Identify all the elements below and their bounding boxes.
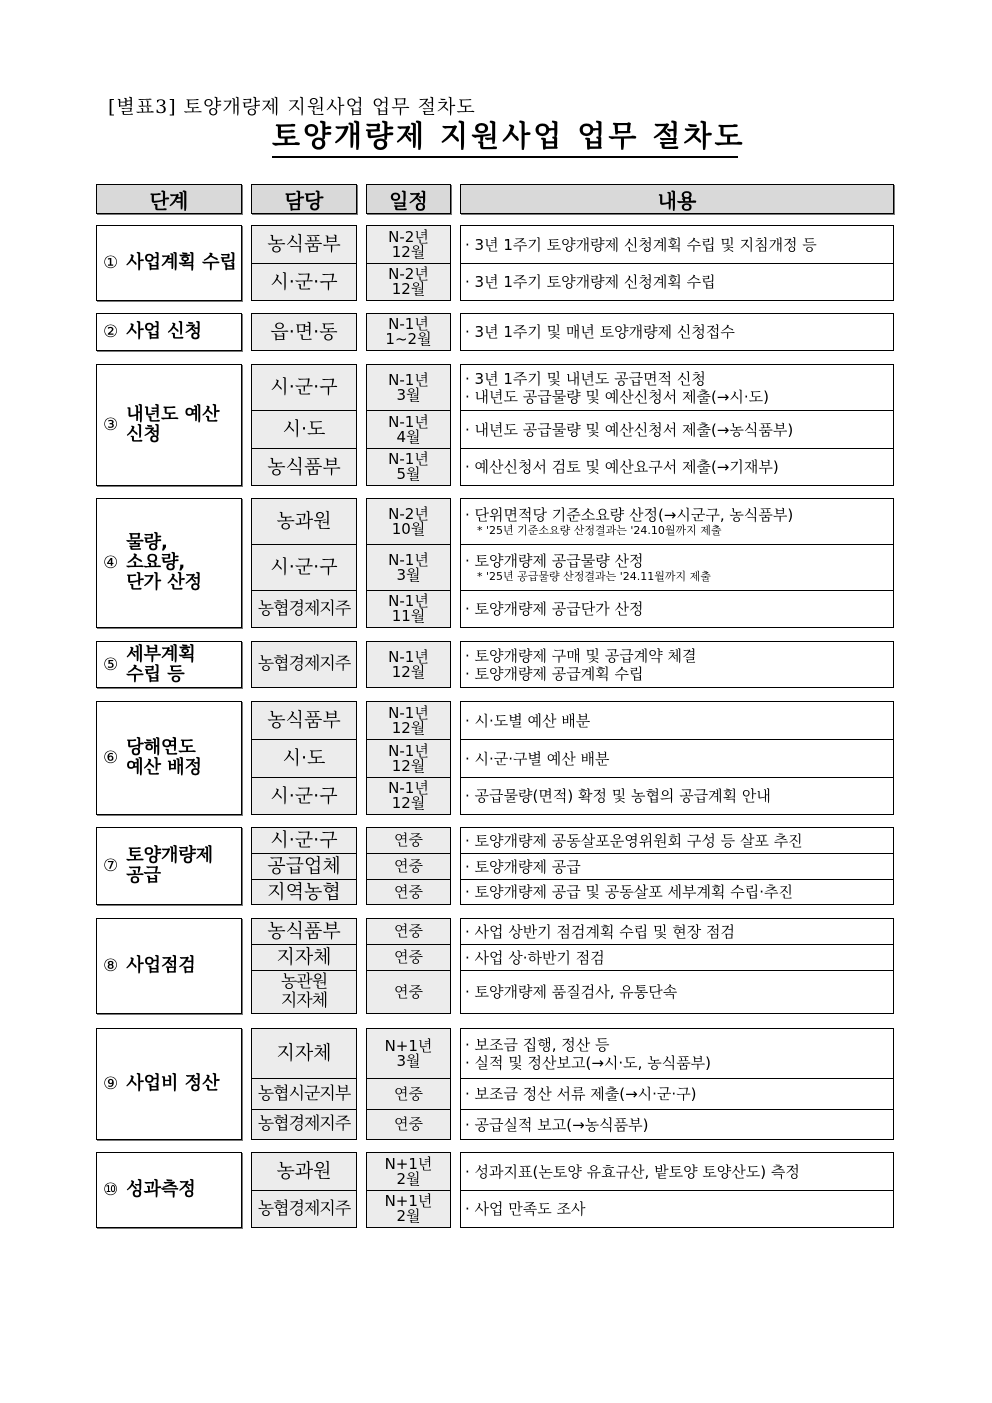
content-line: · 내년도 공급물량 및 예산신청서 제출(→농식품부) <box>465 420 794 439</box>
schedule-cell: N+1년 2월 <box>366 1152 451 1191</box>
content-cell <box>460 641 894 688</box>
stage-title: 내년도 예산 신청 <box>126 404 220 445</box>
responsible-cell: 읍·면·동 <box>251 313 357 351</box>
stage-group <box>96 313 894 351</box>
schedule-cell: N-1년 1~2월 <box>366 313 451 351</box>
stage-group <box>96 641 894 688</box>
schedule-cell: N-1년 12월 <box>366 641 451 688</box>
responsible-cell: 농협경제지주 <box>251 641 357 688</box>
content-line: · 내년도 공급물량 및 예산신청서 제출(→시·도) <box>465 387 769 406</box>
stage-title: 사업비 정산 <box>126 1073 220 1094</box>
responsible-cell: 농식품부 <box>251 225 357 264</box>
content-line: · 토양개량제 공급 및 공동살포 세부계획 수립·추진 <box>465 883 793 901</box>
responsible-cell: 시·군·구 <box>251 827 357 854</box>
content-line: · 3년 1주기 및 내년도 공급면적 신청 <box>465 369 706 388</box>
content-line: · 사업 상반기 점검계획 수립 및 현장 점검 <box>465 922 735 941</box>
content-cell <box>460 364 894 411</box>
stage-title: 사업계획 수립 <box>126 252 237 273</box>
content-cell <box>460 544 894 591</box>
content-cell <box>460 777 894 815</box>
schedule-cell: N+1년 2월 <box>366 1190 451 1228</box>
responsible-cell: 농식품부 <box>251 701 357 740</box>
schedule-cell: N-1년 3월 <box>366 364 451 411</box>
content-line: · 3년 1주기 토양개량제 신청계획 수립 <box>465 273 716 291</box>
content-line: · 시·군·구별 예산 배분 <box>465 749 610 768</box>
responsible-cell: 농협경제지주 <box>251 1109 357 1140</box>
content-cell <box>460 879 894 905</box>
schedule-cell: N-1년 3월 <box>366 544 451 591</box>
header-content: 내용 <box>460 184 894 214</box>
content-cell <box>460 1109 894 1140</box>
stage-cell <box>96 827 242 905</box>
content-cell <box>460 263 894 301</box>
schedule-cell: 연중 <box>366 970 451 1014</box>
content-line: · 성과지표(논토양 유효규산, 밭토양 토양산도) 측정 <box>465 1162 800 1181</box>
stage-number: ⑥ <box>103 748 119 768</box>
stage-number: ④ <box>103 553 119 573</box>
content-cell <box>460 1028 894 1079</box>
responsible-cell: 시·도 <box>251 410 357 449</box>
content-cell <box>460 701 894 740</box>
stage-group <box>96 498 894 628</box>
stage-group <box>96 364 894 486</box>
content-line: · 3년 1주기 및 매년 토양개량제 신청접수 <box>465 323 735 341</box>
schedule-cell: N-1년 5월 <box>366 448 451 486</box>
content-cell <box>460 970 894 1014</box>
stage-group <box>96 225 894 301</box>
responsible-cell: 지자체 <box>251 1028 357 1079</box>
content-line: · 토양개량제 구매 및 공급계약 체결 <box>465 646 697 665</box>
content-cell <box>460 498 894 545</box>
stage-cell <box>96 364 242 486</box>
stage-group <box>96 1152 894 1228</box>
stage-number: ⑧ <box>103 956 119 976</box>
stage-group <box>96 1028 894 1140</box>
schedule-cell: N-1년 4월 <box>366 410 451 449</box>
stage-number: ② <box>103 322 119 342</box>
stage-cell <box>96 225 242 301</box>
stage-number: ⑨ <box>103 1074 119 1094</box>
stage-cell <box>96 1028 242 1140</box>
content-line: · 실적 및 정산보고(→시·도, 농식품부) <box>465 1053 712 1072</box>
content-line: · 토양개량제 공급계획 수립 <box>465 664 644 683</box>
content-line: · 사업 상·하반기 점검 <box>465 948 605 967</box>
content-cell <box>460 448 894 486</box>
schedule-cell: N-2년 12월 <box>366 263 451 301</box>
content-line: · 공급실적 보고(→농식품부) <box>465 1115 649 1134</box>
content-line: · 토양개량제 공동살포운영위원회 구성 등 살포 추진 <box>465 831 803 850</box>
content-line: · 보조금 정산 서류 제출(→시·군·구) <box>465 1085 697 1103</box>
content-cell <box>460 918 894 945</box>
content-cell <box>460 225 894 264</box>
stage-title: 물량, 소요량, 단가 산정 <box>126 532 203 593</box>
content-cell <box>460 827 894 854</box>
content-line: · 토양개량제 품질검사, 유통단속 <box>465 983 678 1001</box>
content-line: · 공급물량(면적) 확정 및 농협의 공급계획 안내 <box>465 787 771 805</box>
annex-caption: [별표3] 토양개량제 지원사업 업무 절차도 <box>108 96 476 118</box>
stage-cell <box>96 313 242 351</box>
stage-cell <box>96 918 242 1014</box>
schedule-cell: N-1년 12월 <box>366 739 451 778</box>
header-stage: 단계 <box>96 184 242 214</box>
stage-group <box>96 827 894 905</box>
schedule-cell: N+1년 3월 <box>366 1028 451 1079</box>
responsible-cell: 농과원 <box>251 498 357 545</box>
schedule-cell: N-1년 12월 <box>366 777 451 815</box>
schedule-cell: N-2년 12월 <box>366 225 451 264</box>
schedule-cell: 연중 <box>366 879 451 905</box>
content-line: · 예산신청서 검토 및 예산요구서 제출(→기재부) <box>465 458 779 476</box>
schedule-cell: 연중 <box>366 944 451 971</box>
responsible-cell: 공급업체 <box>251 853 357 880</box>
responsible-cell: 시·도 <box>251 739 357 778</box>
content-cell <box>460 739 894 778</box>
stage-cell <box>96 701 242 815</box>
stage-title: 토양개량제 공급 <box>126 845 214 886</box>
content-cell <box>460 853 894 880</box>
schedule-cell: N-1년 12월 <box>366 701 451 740</box>
stage-cell <box>96 498 242 628</box>
stage-cell <box>96 1152 242 1228</box>
content-note: * '25년 기준소요량 산정결과는 '24.10월까지 제출 <box>477 523 722 537</box>
content-line: · 단위면적당 기준소요량 산정(→시군구, 농식품부) <box>465 505 794 524</box>
stage-cell <box>96 641 242 688</box>
content-cell <box>460 313 894 351</box>
schedule-cell: 연중 <box>366 918 451 945</box>
responsible-cell: 농식품부 <box>251 918 357 945</box>
content-cell <box>460 1078 894 1110</box>
stage-number: ① <box>103 253 119 273</box>
responsible-cell: 시·군·구 <box>251 777 357 815</box>
schedule-cell: 연중 <box>366 1109 451 1140</box>
responsible-cell: 농협시군지부 <box>251 1078 357 1110</box>
stage-title: 세부계획 수립 등 <box>126 643 196 685</box>
content-cell <box>460 1152 894 1191</box>
stage-number: ③ <box>103 415 119 435</box>
stage-number: ⑦ <box>103 856 119 876</box>
stage-title: 성과측정 <box>126 1179 196 1200</box>
stage-group <box>96 918 894 1014</box>
content-line: · 보조금 집행, 정산 등 <box>465 1035 610 1054</box>
stage-number: ⑩ <box>103 1180 119 1200</box>
schedule-cell: N-2년 10월 <box>366 498 451 545</box>
responsible-cell: 농협경제지주 <box>251 590 357 628</box>
content-cell <box>460 590 894 628</box>
schedule-cell: 연중 <box>366 853 451 880</box>
content-line: · 토양개량제 공급물량 산정 <box>465 551 644 570</box>
content-line: · 3년 1주기 토양개량제 신청계획 수립 및 지침개정 등 <box>465 235 817 254</box>
responsible-cell: 농협경제지주 <box>251 1190 357 1228</box>
content-cell <box>460 944 894 971</box>
stage-group <box>96 701 894 815</box>
schedule-cell: N-1년 11월 <box>366 590 451 628</box>
stage-number: ⑤ <box>103 654 119 675</box>
content-line: · 시·도별 예산 배분 <box>465 711 591 730</box>
stage-title: 당해연도 예산 배정 <box>126 737 203 778</box>
responsible-cell: 농식품부 <box>251 448 357 486</box>
schedule-cell: 연중 <box>366 827 451 854</box>
responsible-cell: 시·군·구 <box>251 263 357 301</box>
responsible-cell: 농과원 <box>251 1152 357 1191</box>
content-cell <box>460 1190 894 1228</box>
content-line: · 토양개량제 공급단가 산정 <box>465 600 644 618</box>
content-line: · 토양개량제 공급 <box>465 857 581 876</box>
responsible-cell: 시·군·구 <box>251 544 357 591</box>
stage-title: 사업점검 <box>126 955 196 976</box>
responsible-cell: 농관원 지자체 <box>251 970 357 1014</box>
stage-title: 사업 신청 <box>126 321 203 342</box>
content-cell <box>460 410 894 449</box>
responsible-cell: 지역농협 <box>251 879 357 905</box>
content-line: · 사업 만족도 조사 <box>465 1200 586 1218</box>
schedule-cell: 연중 <box>366 1078 451 1110</box>
content-note: * '25년 공급물량 산정결과는 '24.11월까지 제출 <box>477 569 711 583</box>
responsible-cell: 시·군·구 <box>251 364 357 411</box>
responsible-cell: 지자체 <box>251 944 357 971</box>
page-title: 토양개량제 지원사업 업무 절차도 <box>272 118 738 158</box>
header-responsible: 담당 <box>251 184 357 214</box>
header-schedule: 일정 <box>366 184 451 214</box>
